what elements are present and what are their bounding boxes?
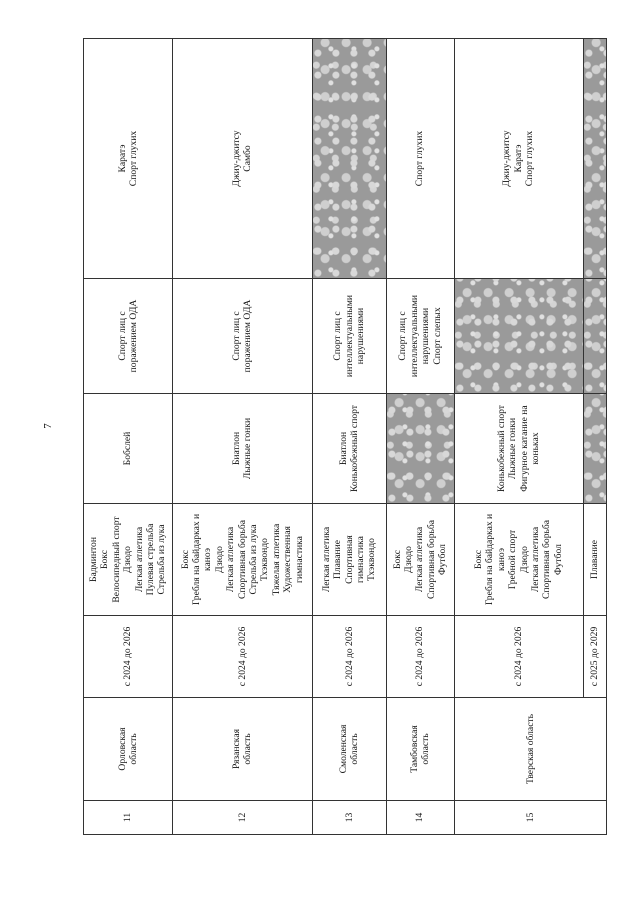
empty-shaded-cell bbox=[454, 279, 583, 394]
sports-table bbox=[83, 38, 607, 835]
period-cell: с 2024 до 2026 bbox=[386, 616, 454, 698]
row-number: 13 bbox=[312, 801, 386, 835]
adaptive-sports-cell: Спорт лиц с поражением ОДА bbox=[84, 279, 173, 394]
winter-sports-cell: Биатлон Лыжные гонки bbox=[172, 394, 312, 504]
empty-shaded-cell bbox=[312, 39, 386, 279]
row-number: 15 bbox=[454, 801, 607, 835]
adaptive-sports-cell: Спорт лиц с интеллектуальными нарушениями Спорт слепых bbox=[386, 279, 454, 394]
table-row bbox=[386, 39, 454, 835]
summer-sports-cell: Плавание bbox=[583, 504, 606, 616]
empty-shaded-cell bbox=[583, 394, 606, 504]
empty-shaded-cell bbox=[583, 279, 606, 394]
region-cell: Орловская область bbox=[84, 698, 173, 801]
table-row bbox=[84, 39, 173, 835]
table-row bbox=[312, 39, 386, 835]
winter-sports-cell: Биатлон Конькобежный спорт bbox=[312, 394, 386, 504]
row-number: 11 bbox=[84, 801, 173, 835]
table-row bbox=[454, 39, 583, 835]
region-cell: Смоленская область bbox=[312, 698, 386, 801]
winter-sports-cell: Конькобежный спорт Лыжные гонки Фигурное катание на коньках bbox=[454, 394, 583, 504]
region-cell: Тверская область bbox=[454, 698, 607, 801]
row-number: 12 bbox=[172, 801, 312, 835]
winter-sports-cell: Бобслей bbox=[84, 394, 173, 504]
row-number: 14 bbox=[386, 801, 454, 835]
other-sports-cell: Спорт глухих bbox=[386, 39, 454, 279]
summer-sports-cell: Бадминтон Бокс Велосипедный спорт Дзюдо Легкая атлетика Пулевая стрельба Стрельба из лука bbox=[84, 504, 173, 616]
period-cell: с 2025 до 2029 bbox=[583, 616, 606, 698]
region-cell: Тамбовская область bbox=[386, 698, 454, 801]
adaptive-sports-cell: Спорт лиц с поражением ОДА bbox=[172, 279, 312, 394]
summer-sports-cell: Бокс Гребля на байдарках и каноэ Дзюдо Легкая атлетика Спортивная борьба Стрельба из лука Тхэквондо Тяжелая атлетика Художественная гимнастика bbox=[172, 504, 312, 616]
region-cell: Рязанская область bbox=[172, 698, 312, 801]
period-cell: с 2024 до 2026 bbox=[84, 616, 173, 698]
other-sports-cell: Джиу-джитсу Каратэ Спорт глухих bbox=[454, 39, 583, 279]
summer-sports-cell: Легкая атлетика Плавание Спортивная гимнастика Тхэквондо bbox=[312, 504, 386, 616]
sports-table-rotated bbox=[83, 39, 607, 835]
table-row bbox=[172, 39, 312, 835]
period-cell: с 2024 до 2026 bbox=[312, 616, 386, 698]
empty-shaded-cell bbox=[386, 394, 454, 504]
period-cell: с 2024 до 2026 bbox=[172, 616, 312, 698]
empty-shaded-cell bbox=[583, 39, 606, 279]
summer-sports-cell: Бокс Дзюдо Легкая атлетика Спортивная борьба Футбол bbox=[386, 504, 454, 616]
other-sports-cell: Каратэ Спорт глухих bbox=[84, 39, 173, 279]
summer-sports-cell: Бокс Гребля на байдарках и каноэ Гребной спорт Дзюдо Легкая атлетика Спортивная борьба Футбол bbox=[454, 504, 583, 616]
other-sports-cell: Джиу-джитсу Самбо bbox=[172, 39, 312, 279]
adaptive-sports-cell: Спорт лиц с интеллектуальными нарушениями bbox=[312, 279, 386, 394]
period-cell: с 2024 до 2026 bbox=[454, 616, 583, 698]
